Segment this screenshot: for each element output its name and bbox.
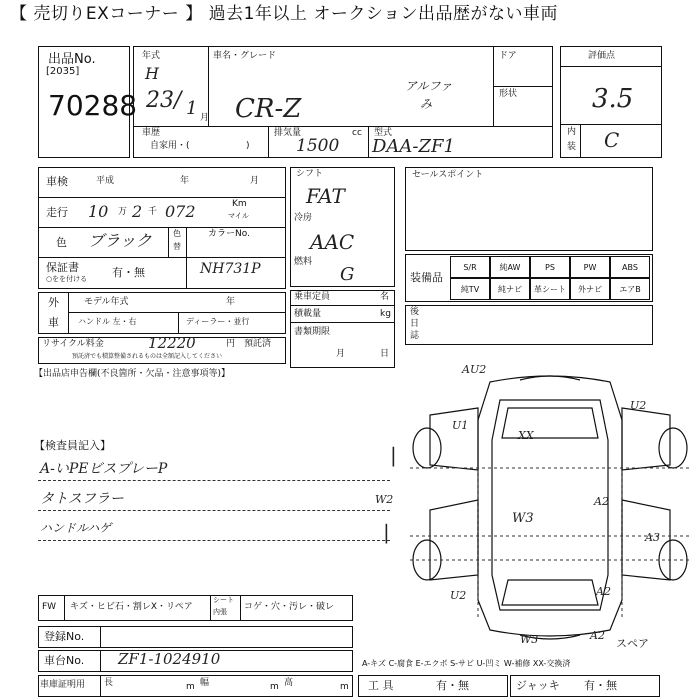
load-label: 積載量 <box>294 309 322 319</box>
equipment-cell: S/R <box>450 256 490 278</box>
mileage-km: Km <box>232 199 247 209</box>
damage-u2-left: U2 <box>450 589 467 602</box>
rear-label-1: 後 <box>410 307 420 317</box>
damage-a3: A3 <box>645 531 660 544</box>
width-unit: m <box>270 682 279 692</box>
month-value: 1 <box>186 98 198 119</box>
model-label: 型式 <box>374 128 393 138</box>
equipment-cell: PS <box>530 256 570 278</box>
mileage-sen: 千 <box>148 207 158 217</box>
car-name: CR-Z <box>235 94 302 124</box>
load-unit: kg <box>380 309 391 319</box>
rear-label-3: 誌 <box>410 331 420 341</box>
year-value: 23/ <box>146 88 182 113</box>
foreign-car-block <box>38 292 286 334</box>
declaration-heading: 【出品店申告欄(不良箇所・欠品・注意事項等)】 <box>34 369 231 379</box>
damage-w3: W3 <box>512 511 534 526</box>
interior-label-1: 内 <box>567 127 577 137</box>
model-year-label: モデル年式 <box>84 297 129 307</box>
spare-label: スペア <box>616 637 649 650</box>
shaken-era: 平成 <box>96 176 115 186</box>
damage-u1: U1 <box>452 419 469 432</box>
damage-a2-corner: A2 <box>590 629 605 642</box>
shift-label: シフト <box>296 169 324 179</box>
mileage-mile: マイル <box>228 212 249 220</box>
rear-notes-block <box>405 305 653 345</box>
shaken-label: 車検 <box>46 175 68 188</box>
year-era: H <box>145 64 159 83</box>
mileage-label: 走行 <box>46 206 68 219</box>
month-unit: 月 <box>200 113 210 123</box>
color-label: 色 <box>56 236 67 249</box>
recycle-value: 12220 <box>148 334 196 352</box>
shift-value: FAT <box>306 184 345 208</box>
cc-value: 1500 <box>296 136 340 156</box>
warranty-label: 保証書 <box>46 261 79 274</box>
recycle-unit: 円 <box>226 339 236 349</box>
mileage-value-3: 072 <box>165 202 196 221</box>
garage-cert-block <box>38 675 353 697</box>
seat-label: シート <box>213 596 234 604</box>
page-header: 【 売切りEXコーナー 】 過去1年以上 オークション出品歴がない車両 <box>10 4 558 24</box>
score-value: 3.5 <box>592 84 634 114</box>
warranty-sub: ○をを付ける <box>46 275 88 283</box>
capacity-label: 乗車定員 <box>294 292 331 302</box>
fuel-label: 燃料 <box>294 257 313 267</box>
shape-label: 形状 <box>499 89 518 99</box>
doc-label: 書類期限 <box>294 327 331 337</box>
damage-xx: XX <box>518 429 534 442</box>
score-label: 評価点 <box>588 51 616 61</box>
foreign-label-2: 車 <box>48 316 59 329</box>
inspector-heading: 【検査員記入】 <box>34 439 111 452</box>
door-label: ドア <box>499 51 517 61</box>
damage-w3-bottom: W3 <box>520 633 539 646</box>
car-damage-diagram <box>400 360 700 660</box>
equipment-cell: 革シート <box>530 278 570 300</box>
use-value: 自家用・( <box>150 141 190 151</box>
vin-value: ZF1-1024910 <box>118 650 221 668</box>
tools-options: 有・無 <box>436 679 469 692</box>
mileage-value: 10 <box>88 202 109 221</box>
vin-label: 車台No. <box>44 654 85 667</box>
length-label: 長 <box>104 678 114 688</box>
mileage-value-2: 2 <box>132 202 143 221</box>
damage-a2-right: A2 <box>594 495 609 508</box>
equipment-cell: 純TV <box>450 278 490 300</box>
doc-month: 月 <box>336 349 346 359</box>
cc-unit: cc <box>352 128 362 138</box>
ac-value: AAC <box>310 230 355 254</box>
mileage-man: 万 <box>118 207 128 217</box>
seat-description: コゲ・穴・汚レ・破レ <box>244 602 335 612</box>
fuel-value: G <box>340 264 355 285</box>
interior-value: C <box>604 128 620 152</box>
equipment-cell: ABS <box>610 256 650 278</box>
color-value: ブラック <box>88 231 152 250</box>
recycle-label: リサイクル料金 <box>42 339 104 349</box>
color-no-label: カラーNo. <box>208 229 250 239</box>
damage-w2: W2 <box>375 493 394 506</box>
equipment-cell: PW <box>570 256 610 278</box>
shaken-month: 月 <box>250 176 260 186</box>
ac-label: 冷房 <box>294 213 313 223</box>
lot-sub-number: [2035] <box>46 66 80 77</box>
equipment-cell: 純AW <box>490 256 530 278</box>
grade-value: アルファ <box>405 79 453 93</box>
width-label: 幅 <box>200 678 210 688</box>
lot-number-label: 出品No. <box>48 52 96 67</box>
warranty-options: 有・無 <box>112 266 145 279</box>
recycle-status: 預託済 <box>244 339 272 349</box>
equipment-cell: 外ナビ <box>570 278 610 300</box>
damage-au2: AU2 <box>462 363 487 376</box>
color-swap-1: 色 <box>173 229 181 238</box>
lot-number: 70288 <box>48 89 138 122</box>
inspector-note-1: A-いPEビスプレーP <box>40 461 168 477</box>
registration-label: 登録No. <box>44 630 85 643</box>
rear-label-2: 日 <box>410 319 420 329</box>
year-label: 年式 <box>142 51 161 61</box>
jack-label: ジャッキ <box>516 679 560 692</box>
inspector-note-2: タトスフラー <box>40 491 124 507</box>
foreign-label-1: 外 <box>48 296 59 309</box>
fw-label: FW <box>42 602 57 612</box>
model-year-unit: 年 <box>226 297 236 307</box>
jack-options: 有・無 <box>584 679 617 692</box>
height-unit: m <box>340 682 349 692</box>
cc-label: 排気量 <box>274 128 302 138</box>
equipment-label: 装備品 <box>410 271 443 284</box>
length-unit: m <box>186 682 195 692</box>
use-close: ) <box>246 141 250 151</box>
color-swap-2: 替 <box>173 242 181 251</box>
equipment-cell: 純ナビ <box>490 278 530 300</box>
sales-point-label: セールスポイント <box>412 170 484 180</box>
capacity-unit: 名 <box>380 292 390 302</box>
use-label: 車歴 <box>142 128 161 138</box>
damage-key: A-キズ C-腐食 E-エクボ S-サビ U-凹ミ W-補修 XX-交換済 <box>362 659 571 668</box>
dealer-options: ディーラー・並行 <box>186 317 250 326</box>
interior-label-2: 装 <box>567 142 577 152</box>
equipment-cell: エアB <box>610 278 650 300</box>
model-value: DAA-ZF1 <box>372 136 455 157</box>
inspector-tick-1: | <box>390 443 397 467</box>
registration-block <box>38 626 353 648</box>
height-label: 高 <box>284 678 294 688</box>
name-label: 車名・グレード <box>213 51 277 61</box>
fw-description: キズ・ヒビ石・割レX・リペア <box>70 602 193 612</box>
inspector-tick-2: | <box>383 520 390 544</box>
grade-value-2: み <box>420 97 433 111</box>
shaken-year: 年 <box>180 176 190 186</box>
damage-u2-right: U2 <box>630 399 647 412</box>
tools-label: 工 具 <box>368 679 394 692</box>
handle-options: ハンドル 左・右 <box>78 317 137 326</box>
garage-cert-label: 車庫証明用 <box>40 680 86 690</box>
doc-day: 日 <box>380 349 390 359</box>
inspector-note-3: ハンドルハゲ <box>40 521 112 535</box>
color-no-value: NH731P <box>200 261 261 277</box>
seat-label-2: 内張 <box>213 608 227 616</box>
recycle-note: 預託済でも積算整備されるものは全額記入してください <box>72 353 223 360</box>
damage-a2-bottom: A2 <box>596 585 611 598</box>
